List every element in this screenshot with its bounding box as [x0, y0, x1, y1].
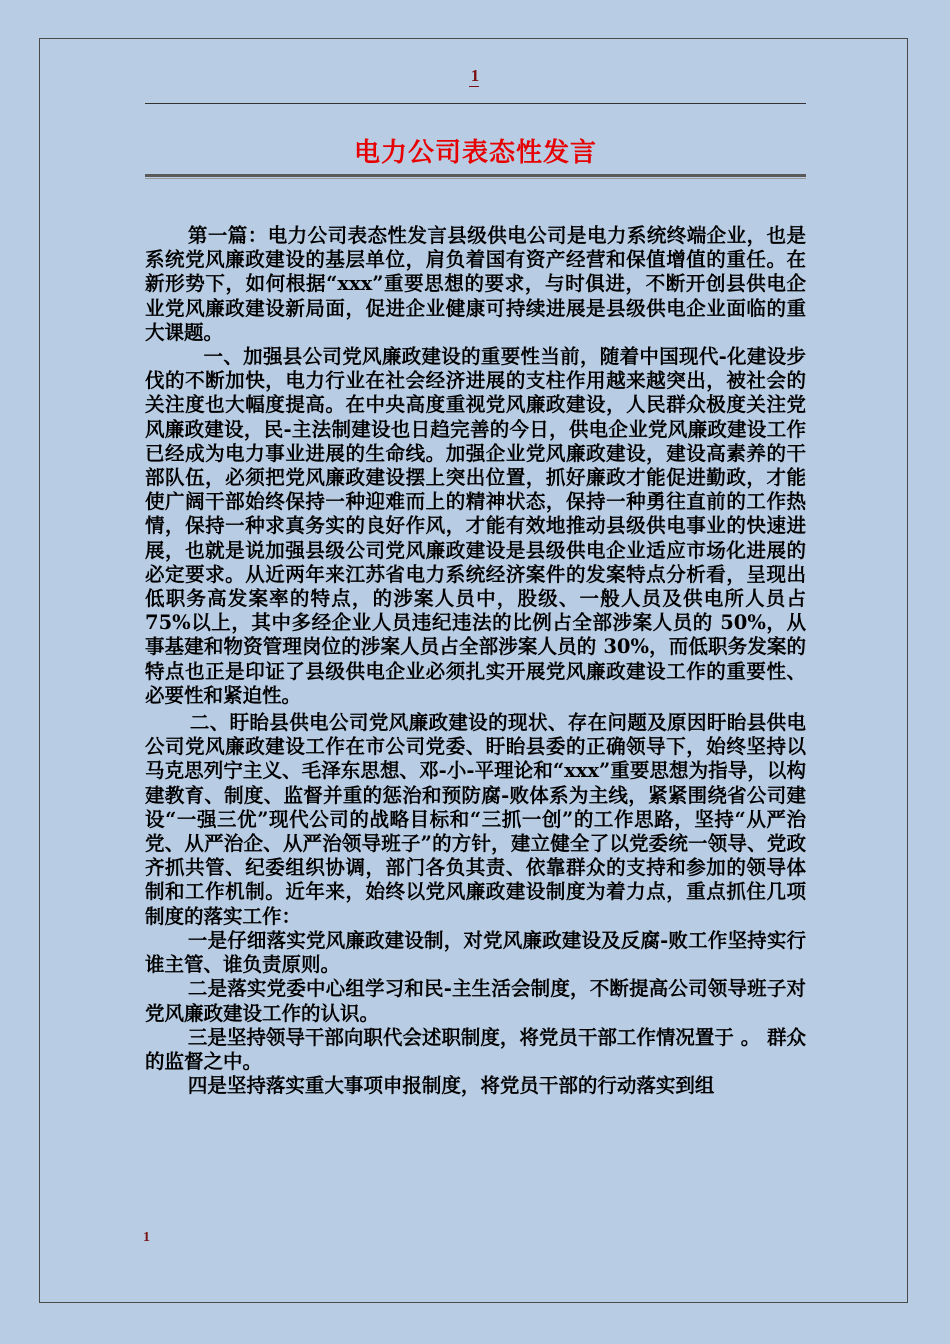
footer-page-number: 1 [143, 1230, 150, 1245]
title-rule [145, 174, 806, 177]
title-rule-thin [145, 178, 806, 179]
header-rule [145, 103, 806, 104]
paragraph: 四是坚持落实重大事项申报制度，将党员干部的行动落实到组 [187, 1074, 715, 1098]
document-title: 电力公司表态性发言 [353, 138, 597, 168]
header-page-number-underline [469, 86, 479, 87]
paragraph: 二是落实党委中心组学习和民-主生活会制度，不断提高公司领导班子对党风廉政建设工作的认识。 [145, 977, 806, 1025]
paragraph: 三是坚持领导干部向职代会述职制度，将党员干部工作情况置于 。 群众的监督之中。 [145, 1025, 806, 1073]
paragraph: 二、盱眙县供电公司党风廉政建设的现状、存在问题及原因盱眙县供电公司党风廉政建设工作在市公司党委、盱眙县委的正确领导下，始终坚持以马克思列宁主义、毛泽东思想、邓-小-平理论和“xxx”重要思想为指导，以构建教育、制度、监督并重的惩治和预防腐-败体系为主线，紧紧围绕省公司建设“一强三优”现代公司的战略目标和“三抓一创”的工作思路，坚持“从严治党、从严治企、从严治领导班子”的方针，建立健全了以党委统一领导、党政齐抓共管、纪委组织协调，部门各负其责、依靠群众的支持和参加的领导体制和工作机制。近年来，始终以党风廉政建设制度为着力点，重点抓住几项制度的落实工作： [145, 711, 806, 928]
header-page-number: 1 [470, 66, 480, 85]
paragraph: 一、加强县公司党风廉政建设的重要性当前，随着中国现代-化建设步伐的不断加快，电力行业在社会经济进展的支柱作用越来越突出，被社会的关注度也大幅度提高。在中央高度重视党风廉政建设，人民群众极度关注党风廉政建设，民-主法制建设也日趋完善的今日，供电企业党风廉政建设工作已经成为电力事业进展的生命线。加强企业党风廉政建设，建设高素养的干部队伍，必须把党风廉政建设摆上突出位置，抓好廉政才能促进勤政，才能使广阔干部始终保持一种迎难而上的精神状态，保持一种勇往直前的工作热情，保持一种求真务实的良好作风，才能有效地推动县级供电事业的快速进展，也就是说加强县级公司党风廉政建设是县级供电企业适应市场化进展的必定要求。从近两年来江苏省电力系统经济案件的发案特点分析看，呈现出低职务高发案率的特点，的涉案人员中，股级、一般人员及供电所人员占 75%以上，其中多经企业人员违纪违法的比例占全部涉案人员的 50%，从事基建和物资管理岗位的涉案人员占全部涉案人员的 30%，而低职务发案的特点也正是印证了县级供电企业必须扎实开展党风廉政建设工作的重要性、必要性和紧迫性。 [145, 345, 806, 707]
paragraph: 第一篇：电力公司表态性发言县级供电公司是电力系统终端企业，也是系统党风廉政建设的基层单位，肩负着国有资产经营和保值增值的重任。在新形势下，如何根据“xxx”重要思想的要求，与时俱进，不断开创县供电企业党风廉政建设新局面，促进企业健康可持续进展是县级供电企业面临的重大课题。 [145, 224, 806, 344]
document-body [145, 224, 806, 1098]
paragraph: 一是仔细落实党风廉政建设制，对党风廉政建设及反腐-败工作坚持实行谁主管、谁负责原则。 [145, 928, 806, 977]
